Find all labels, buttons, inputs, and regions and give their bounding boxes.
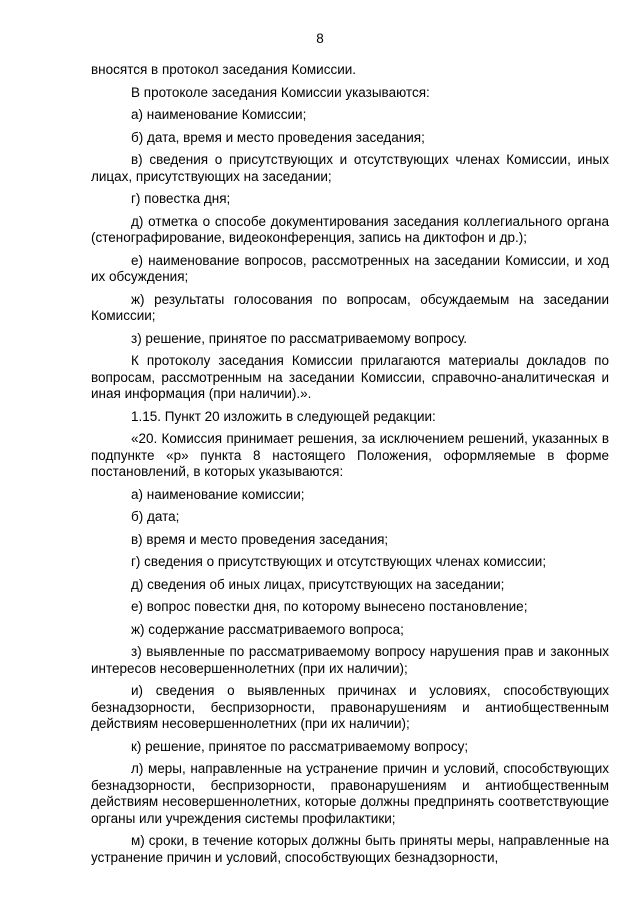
list-item: з) решение, принятое по рассматриваемому вопросу. (131, 330, 468, 346)
paragraph: К протоколу заседания Комиссии прилагаются материалы докладов по вопросам, рассмотренным на заседании Комиссии, справочно-аналитическая и иная информация (при наличии).». (91, 353, 609, 401)
list-item: г) повестка дня; (131, 191, 231, 206)
list-item: м) сроки, в течение которых должны быть приняты меры, направленные на устранение причин и условий, способствующих безнадзорности, (91, 833, 609, 865)
list-item: а) наименование Комиссии; (131, 107, 307, 122)
list-item: з) выявленные по рассматриваемому вопросу нарушения прав и законных интересов несовершеннолетних (при их наличии); (91, 644, 609, 676)
list-item: д) отметка о способе документирования заседания коллегиального органа (стенографирование, видеоконференция, запись на диктофон и др.); (91, 213, 609, 245)
list-item: ж) содержание рассматриваемого вопроса; (131, 621, 404, 637)
paragraph: В протоколе заседания Комиссии указываются: (131, 84, 430, 100)
list-item: е) наименование вопросов, рассмотренных на заседании Комиссии, и ход их обсуждения; (91, 252, 609, 284)
document-body (91, 62, 609, 872)
list-item: г) сведения о присутствующих и отсутствующих членах комиссии; (131, 554, 547, 569)
list-item: б) дата; (131, 509, 180, 524)
paragraph-continuation: вносятся в протокол заседания Комиссии. (91, 62, 357, 77)
page-number: 8 (316, 31, 324, 46)
list-item: д) сведения об иных лицах, присутствующих на заседании; (131, 576, 505, 592)
list-item: е) вопрос повестки дня, по которому вынесено постановление; (131, 599, 528, 614)
list-item: в) сведения о присутствующих и отсутствующих членах Комиссии, иных лицах, присутствующих на заседании; (91, 152, 609, 184)
paragraph: «20. Комиссия принимает решения, за исключением решений, указанных в подпункте «р» пункта 8 настоящего Положения, оформляемые в форме постановлений, в которых указываются: (91, 431, 609, 479)
list-item: б) дата, время и место проведения заседания; (131, 129, 425, 145)
paragraph: 1.15. Пункт 20 изложить в следующей редакции: (131, 408, 436, 424)
list-item: и) сведения о выявленных причинах и условиях, способствующих безнадзорности, беспризорности, правонарушениям и антиобщественным действиям несовершеннолетних (при их наличии); (91, 683, 609, 731)
list-item: л) меры, направленные на устранение причин и условий, способствующих безнадзорности, беспризорности, правонарушениям и антиобщественным действиям несовершеннолетних, которые должны предпринять соответствующие органы или учреждения системы профилактики; (91, 761, 609, 826)
list-item: к) решение, принятое по рассматриваемому вопросу; (131, 738, 469, 754)
list-item: а) наименование комиссии; (131, 486, 305, 502)
list-item: в) время и место проведения заседания; (131, 531, 389, 547)
list-item: ж) результаты голосования по вопросам, обсуждаемым на заседании Комиссии; (91, 291, 609, 323)
